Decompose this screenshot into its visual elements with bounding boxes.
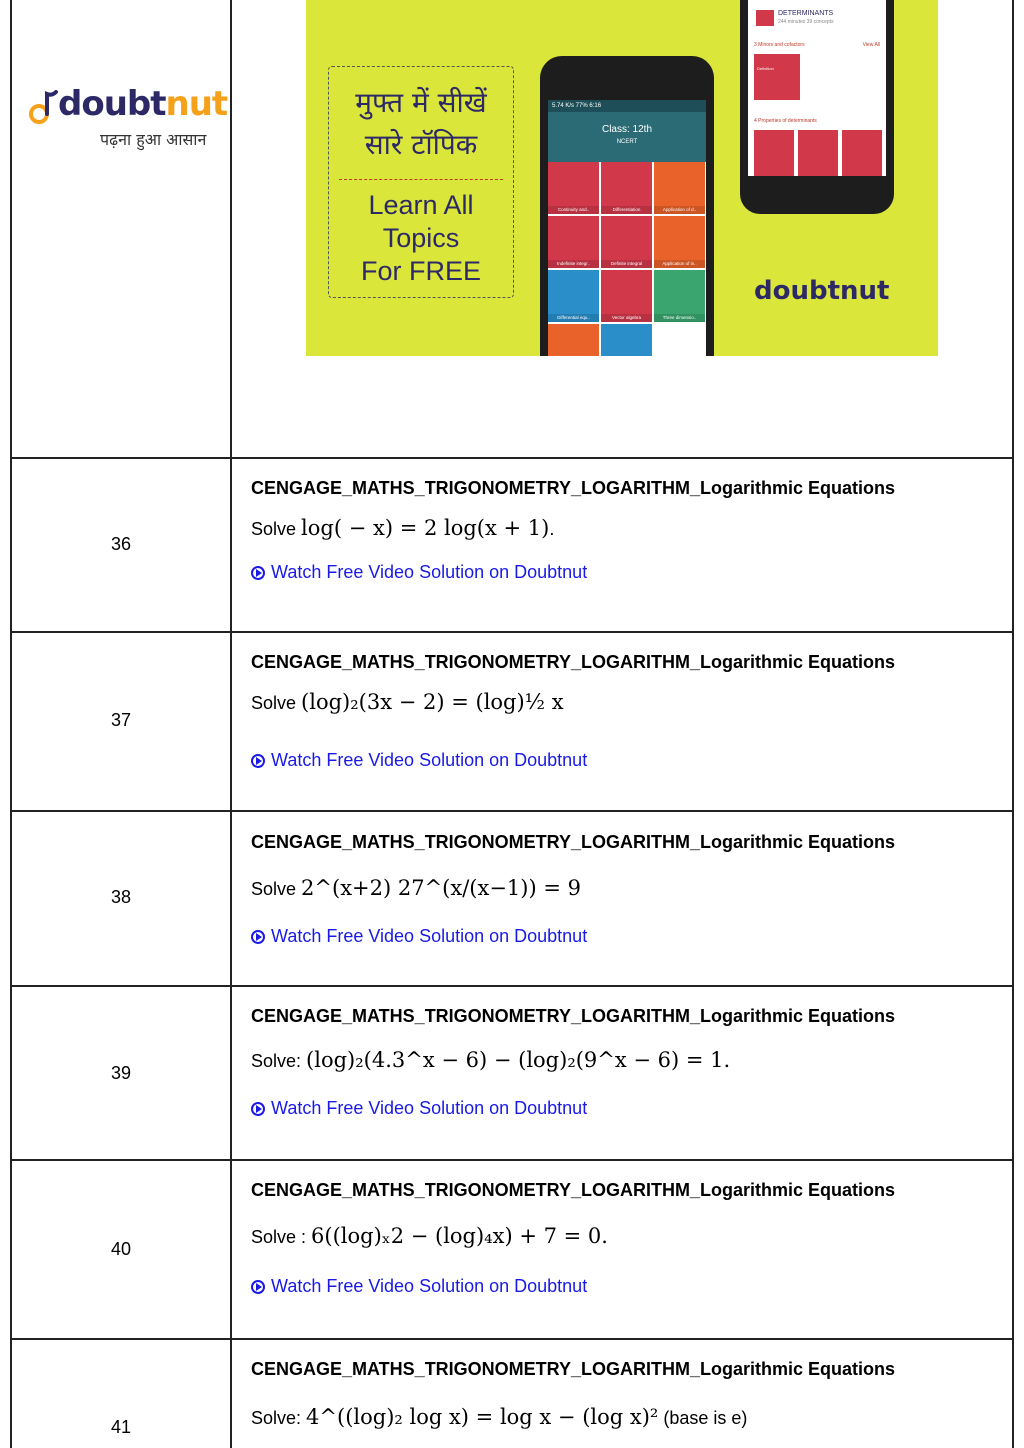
concept-card xyxy=(842,130,882,176)
topic-tile xyxy=(548,162,599,214)
question-chapter: CENGAGE_MATHS_TRIGONOMETRY_LOGARITHM_Logarithmic Equations xyxy=(251,832,896,852)
phone-mockup-determinants xyxy=(740,0,894,214)
question-text: Solve : 6((log)ₓ2 − (log)₄x) + 7 = 0. xyxy=(251,1224,608,1248)
topic-tile-label: Vector algebra xyxy=(601,314,652,322)
question-chapter: CENGAGE_MATHS_TRIGONOMETRY_LOGARITHM_Logarithmic Equations xyxy=(251,652,896,672)
row-divider xyxy=(10,457,1014,459)
concept-card xyxy=(754,130,794,176)
topic-tile xyxy=(654,162,705,214)
row-divider xyxy=(10,810,1014,812)
topic-tile xyxy=(601,216,652,268)
chapter-title: DETERMINANTS xyxy=(778,10,834,17)
topic-tile xyxy=(654,270,705,322)
question-chapter: CENGAGE_MATHS_TRIGONOMETRY_LOGARITHM_Logarithmic Equations xyxy=(251,478,896,498)
topic-tile xyxy=(601,270,652,322)
topic-tile xyxy=(654,216,705,268)
promo-banner[interactable] xyxy=(306,0,938,356)
play-circle-icon xyxy=(251,754,265,768)
question-number: 39 xyxy=(110,1063,132,1083)
question-number: 36 xyxy=(110,534,132,554)
topic-tile-label: Differential equ.. xyxy=(548,314,599,322)
play-circle-icon xyxy=(251,566,265,580)
topic-tile xyxy=(601,324,652,356)
watch-video-link[interactable]: Watch Free Video Solution on Doubtnut xyxy=(251,1098,587,1119)
promo-hindi-line2: सारे टॉपिक xyxy=(364,128,478,161)
question-text: Solve 2^(x+2) 27^(x/(x−1)) = 9 xyxy=(251,876,581,900)
topic-tile-label: Definite integral xyxy=(601,260,652,268)
topic-tile xyxy=(548,324,599,356)
row-divider xyxy=(10,631,1014,633)
phone-screen xyxy=(548,100,706,356)
watch-video-link[interactable]: Watch Free Video Solution on Doubtnut xyxy=(251,1276,587,1297)
question-chapter: CENGAGE_MATHS_TRIGONOMETRY_LOGARITHM_Logarithmic Equations xyxy=(251,1359,896,1379)
promo-text-box xyxy=(328,66,514,298)
watch-video-link[interactable]: Watch Free Video Solution on Doubtnut xyxy=(251,562,587,583)
topic-tile-label: Application of in.. xyxy=(654,260,705,268)
promo-en-line1: Learn All xyxy=(368,190,474,220)
row-divider xyxy=(10,985,1014,987)
chapter-subtitle: 244 minutes 39 concepts xyxy=(778,19,834,25)
topic-tile-label: Differentiation xyxy=(601,206,652,214)
play-circle-icon xyxy=(251,930,265,944)
question-chapter: CENGAGE_MATHS_TRIGONOMETRY_LOGARITHM_Logarithmic Equations xyxy=(251,1180,896,1200)
play-circle-icon xyxy=(251,1102,265,1116)
question-text: Solve (log)₂(3x − 2) = (log)½ x xyxy=(251,690,564,714)
row-divider xyxy=(10,1338,1014,1340)
question-text: Solve: 4^((log)₂ log x) = log x − (log x)² (base is e) xyxy=(251,1405,748,1429)
table-border-divider xyxy=(230,0,232,1448)
promo-divider xyxy=(339,179,503,180)
topic-tile-label: Indefinite integr.. xyxy=(548,260,599,268)
table-border-right xyxy=(1012,0,1014,1448)
topic-tile xyxy=(601,162,652,214)
question-number: 40 xyxy=(110,1239,132,1259)
music-note-icon xyxy=(28,90,58,126)
question-text: Solve: (log)₂(4.3^x − 6) − (log)₂(9^x − 6) = 1. xyxy=(251,1048,731,1072)
question-number: 38 xyxy=(110,887,132,907)
class-board: NCERT xyxy=(616,139,638,145)
section-properties: 4 Properties of determinants xyxy=(754,118,817,124)
promo-en-line2: Topics xyxy=(382,223,460,253)
question-number: 41 xyxy=(110,1417,132,1437)
concept-card: Definition xyxy=(754,54,800,100)
play-circle-icon xyxy=(251,1280,265,1294)
question-chapter: CENGAGE_MATHS_TRIGONOMETRY_LOGARITHM_Logarithmic Equations xyxy=(251,1006,896,1026)
promo-hindi-line1: मुफ्त में सीखें xyxy=(355,86,487,119)
section-minors: 3 Minors and cofactors xyxy=(754,42,805,48)
logo-tagline: पढ़ना हुआ आसान xyxy=(100,130,207,149)
question-text: Solve log( − x) = 2 log(x + 1). xyxy=(251,516,555,540)
phone-status-bar: 5.74 K/s 77% 6:16 xyxy=(548,100,706,112)
row-divider xyxy=(10,1159,1014,1161)
watch-video-link[interactable]: Watch Free Video Solution on Doubtnut xyxy=(251,750,587,771)
doubtnut-logo xyxy=(28,84,228,154)
phone-mockup-class xyxy=(540,56,714,356)
watch-video-link[interactable]: Watch Free Video Solution on Doubtnut xyxy=(251,926,587,947)
banner-logo: doubtnut xyxy=(754,276,890,306)
logo-wordmark: doubtnut xyxy=(58,84,228,124)
class-title: Class: 12th xyxy=(601,124,653,135)
topic-tile-label: Application of d.. xyxy=(654,206,705,214)
question-number: 37 xyxy=(110,710,132,730)
topic-tile xyxy=(548,270,599,322)
topic-tile-label: Three dimensio.. xyxy=(654,314,705,322)
promo-en-line3: For FREE xyxy=(360,256,481,286)
topic-tile-label: Continuity and.. xyxy=(548,206,599,214)
view-all-link: View All xyxy=(862,42,880,48)
concept-card xyxy=(798,130,838,176)
phone-screen xyxy=(748,0,886,176)
topic-tile xyxy=(548,216,599,268)
class-header xyxy=(548,112,706,162)
chapter-thumbnail xyxy=(756,10,774,26)
